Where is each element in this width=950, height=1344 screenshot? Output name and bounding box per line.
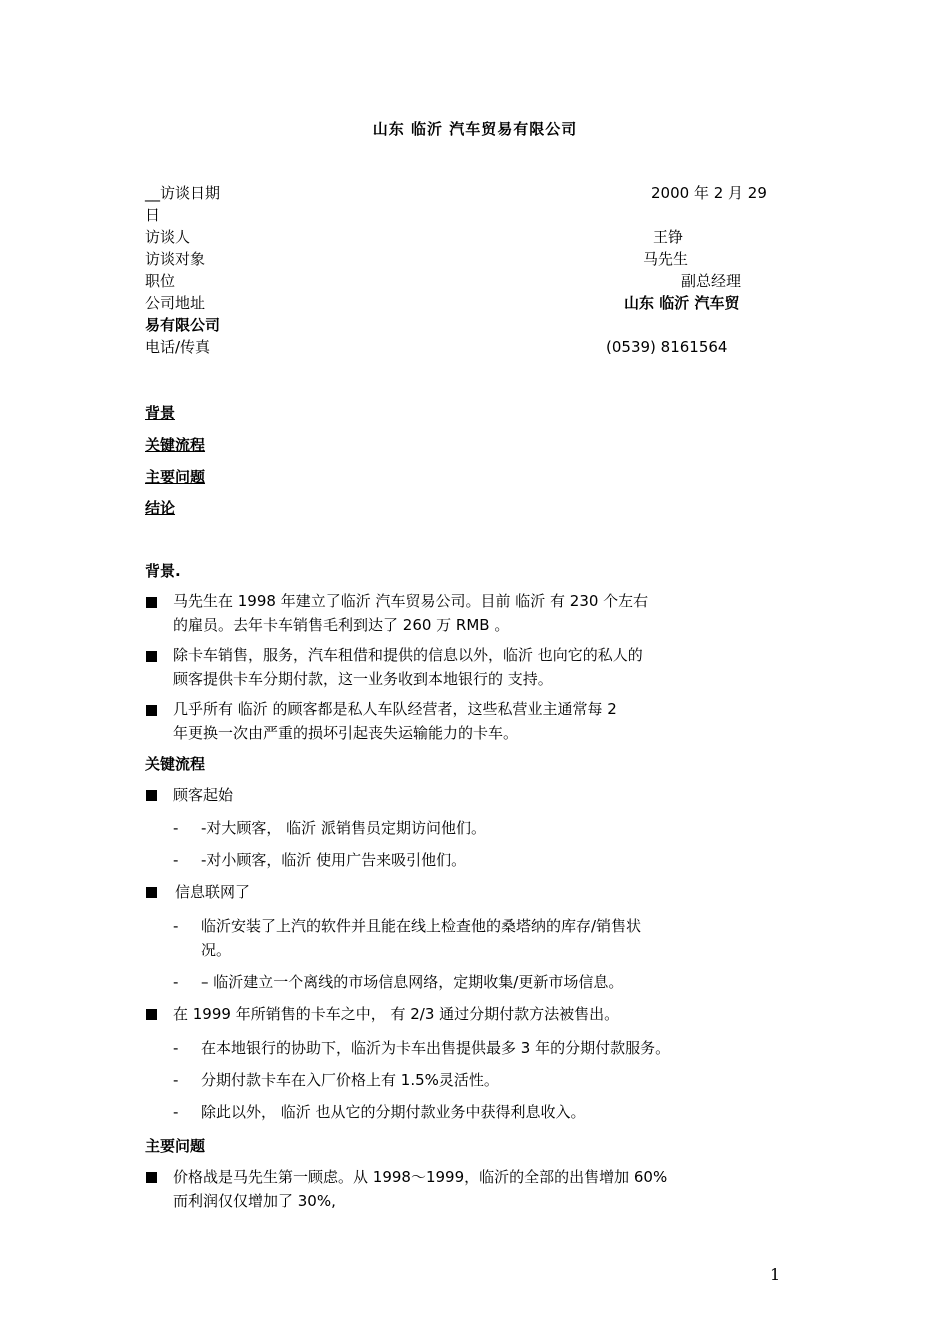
interviewee-value: 马先生	[643, 250, 689, 268]
address-value: 山东 临沂 汽车贸	[624, 294, 740, 312]
section-heading-issues: 主要问题	[145, 1137, 206, 1155]
dash-marker: -	[173, 917, 179, 935]
bg-bullet-1-line-1: 马先生在 1998 年建立了临沂 汽车贸易公司。目前 临沂 有 230 个左右	[173, 592, 649, 610]
process-bullet-1: 顾客起始	[173, 786, 234, 804]
toc-link-process[interactable]: 关键流程	[145, 436, 206, 454]
bullet-square-icon	[146, 705, 157, 716]
interviewer-label: 访谈人	[145, 228, 191, 246]
process-sub-7: 除此以外， 临沂 也从它的分期付款业务中获得利息收入。	[201, 1103, 586, 1121]
process-sub-6: 分期付款卡车在入厂价格上有 1.5%灵活性。	[201, 1071, 499, 1089]
bg-bullet-2-line-1: 除卡车销售，服务，汽车租借和提供的信息以外，临沂 也向它的私人的	[173, 646, 643, 664]
process-sub-2: -对小顾客，临沂 使用广告来吸引他们。	[201, 851, 467, 869]
process-sub-5: 在本地银行的协助下，临沂为卡车出售提供最多 3 年的分期付款服务。	[201, 1039, 671, 1057]
position-label: 职位	[145, 272, 176, 290]
interviewer-value: 王铮	[653, 228, 684, 246]
address-label: 公司地址	[145, 294, 206, 312]
date-label: __访谈日期	[145, 184, 221, 202]
dash-marker: -	[173, 973, 179, 991]
bullet-square-icon	[146, 1009, 157, 1020]
address-wrap: 易有限公司	[145, 316, 221, 334]
toc-link-issues[interactable]: 主要问题	[145, 468, 206, 486]
phone-label: 电话/传真	[145, 338, 211, 356]
process-sub-3-line-2: 况。	[201, 941, 232, 959]
process-sub-1: -对大顾客， 临沂 派销售员定期访问他们。	[201, 819, 486, 837]
bullet-square-icon	[146, 651, 157, 662]
date-wrap: 日	[145, 206, 161, 224]
issues-bullet-line-1: 价格战是马先生第一顾虑。从 1998～1999，临沂的全部的出售增加 60%	[173, 1168, 668, 1186]
page-title: 山东 临沂 汽车贸易有限公司	[372, 120, 578, 138]
process-bullet-3: 在 1999 年所销售的卡车之中， 有 2/3 通过分期付款方法被售出。	[173, 1005, 620, 1023]
bullet-square-icon	[146, 887, 157, 898]
interviewee-label: 访谈对象	[145, 250, 206, 268]
dash-marker: -	[173, 851, 179, 869]
toc-link-conclusion[interactable]: 结论	[145, 499, 176, 517]
bg-bullet-2-line-2: 顾客提供卡车分期付款，这一业务收到本地银行的 支持。	[173, 670, 553, 688]
page-number: 1	[770, 1265, 781, 1284]
phone-value: (0539) 8161564	[606, 338, 728, 356]
bg-bullet-3-line-1: 几乎所有 临沂 的顾客都是私人车队经营者，这些私营业主通常每 2	[173, 700, 617, 718]
process-sub-4: – 临沂建立一个离线的市场信息网络，定期收集/更新市场信息。	[201, 973, 624, 991]
bullet-square-icon	[146, 790, 157, 801]
section-heading-process: 关键流程	[145, 755, 206, 773]
dash-marker: -	[173, 1071, 179, 1089]
dash-marker: -	[173, 1039, 179, 1057]
bg-bullet-1-line-2: 的雇员。去年卡车销售毛利到达了 260 万 RMB 。	[173, 616, 510, 634]
dash-marker: -	[173, 819, 179, 837]
bullet-square-icon	[146, 597, 157, 608]
process-bullet-2: 信息联网了	[175, 883, 251, 901]
section-heading-background: 背景.	[145, 562, 181, 580]
bullet-square-icon	[146, 1172, 157, 1183]
toc-link-background[interactable]: 背景	[145, 404, 176, 422]
bg-bullet-3-line-2: 年更换一次由严重的损坏引起丧失运输能力的卡车。	[173, 724, 519, 742]
process-sub-3-line-1: 临沂安装了上汽的软件并且能在线上检查他的桑塔纳的库存/销售状	[201, 917, 642, 935]
position-value: 副总经理	[681, 272, 742, 290]
issues-bullet-line-2: 而利润仅仅增加了 30%,	[173, 1192, 336, 1210]
dash-marker: -	[173, 1103, 179, 1121]
date-value: 2000 年 2 月 29	[651, 184, 767, 202]
